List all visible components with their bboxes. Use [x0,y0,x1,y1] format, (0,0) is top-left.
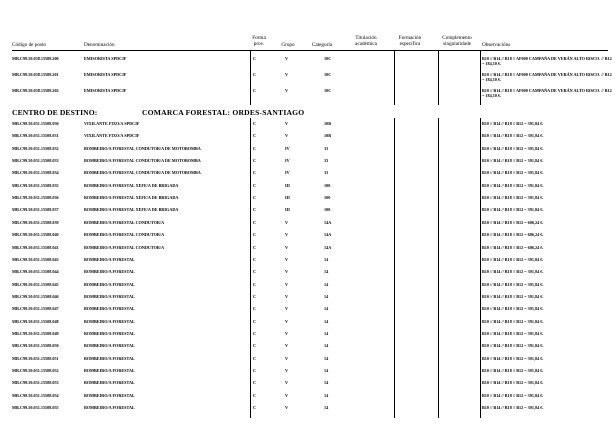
cell-denomination: BOMBEIRO/A FORESTAL CONDUTOR/A DE MOTOBOMBA [84,170,201,176]
cell-forma: C [253,318,257,324]
cell-denomination: BOMBEIRO/A FORESTAL [84,293,135,299]
cell-code: MR.C99.50.038.15508.201 [12,72,59,77]
cell-code: MR.C99.50.031.15508.049 [12,330,59,336]
cell-denomination: BOMBEIRO/A FORESTAL [84,306,135,312]
cell-categoria: 14 [324,368,329,373]
cell-observacions: B10 // B14 // B18 // B12 = 391,84 €. [482,269,544,275]
cell-code: MR.C99.50.031.15508.041 [12,244,59,250]
grid-line [480,118,481,418]
cell-observacions: B10 // B14 // B18 // B12 = 391,84 €. [482,293,544,299]
cell-denomination: BOMBEIRO/A FORESTAL [84,343,135,349]
cell-grupo: V [285,244,289,250]
cell-grupo: V [285,392,289,398]
cell-observacions: B10 // B14 // B18 // AF000 CAMPAÑA DE VERÁN ALTO RISCO. // B12 = 184,10 €. [482,72,612,82]
cell-denomination: BOMBEIRO/A FORESTAL CONDUTOR/A DE MOTOBOMBA [84,145,201,151]
header-formacion-2: específica [399,41,421,47]
cell-forma: C [253,232,257,238]
cell-grupo: V [285,355,289,361]
cell-forma: C [253,392,257,398]
cell-categoria: 14 [324,256,329,262]
comarca-label: COMARCA FORESTAL: ORDES-SANTIAGO [142,108,305,117]
header-formacion-1: Formación [398,35,422,41]
cell-denomination: BOMBEIRO/A FORESTAL [84,405,135,411]
cell-grupo: V [285,368,289,373]
cell-observacions: B10 // B14 // B18 // B12 = 606,24 €. [482,232,544,238]
grid-line [480,50,481,105]
cell-categoria: 14 [324,269,329,275]
cell-grupo: IV [285,158,290,164]
cell-denomination: BOMBEIRO/A FORESTAL [84,392,135,398]
header-divider [12,50,608,51]
cell-grupo: V [285,330,289,336]
cell-code: MR.C99.50.031.15508.053 [12,380,59,386]
cell-forma: C [253,293,257,299]
cell-code: MR.C99.50.038.15508.202 [12,88,59,93]
cell-grupo: V [285,72,289,77]
cell-observacions: B10 // B14 // B18 // B12 = 391,84 €. [482,343,544,349]
cell-forma: C [253,121,257,126]
cell-code: MR.C99.50.031.15508.050 [12,343,59,349]
cell-categoria: 100 [324,195,331,201]
cell-grupo: V [285,380,289,386]
cell-denomination: BOMBEIRO/A FORESTAL [84,269,135,275]
cell-denomination: BOMBEIRO/A FORESTAL CONDUTOR/A [84,219,165,225]
cell-grupo: V [285,269,289,275]
cell-forma: C [253,355,257,361]
cell-code: MR.C99.50.031.15508.032 [12,145,59,151]
grid-line [394,50,395,105]
cell-code: MR.C99.50.031.15508.034 [12,170,59,176]
cell-categoria: 10B [324,121,331,126]
cell-observacions: B10 // B14 // B18 // B12 = 391,84 €. [482,145,544,151]
cell-categoria: 14 [324,355,329,361]
cell-denomination: EMISORISTA SPDCIF [84,72,127,77]
cell-grupo: V [285,318,289,324]
cell-observacions: B10 // B14 // B18 // B12 = 391,84 €. [482,306,544,312]
header-categoria: Categoría [311,42,333,48]
cell-denomination: EMISORISTA SPDCIF [84,56,127,61]
cell-observacions: B10 // B14 // B18 // B12 = 391,84 €. [482,182,544,188]
cell-observacions: B10 // B14 // B18 // B12 = 391,84 €. [482,256,544,262]
header-observacions: Observacións [482,42,511,48]
cell-code: MR.C99.50.031.15508.052 [12,368,59,373]
cell-observacions: B10 // B14 // B18 // B12 = 606,24 €. [482,244,544,250]
cell-observacions: B10 // B14 // B18 // B12 = 391,84 €. [482,195,544,201]
cell-categoria: 33 [324,158,329,164]
cell-denomination: BOMBEIRO/A FORESTAL XEFE/A DE BRIGADA [84,182,179,188]
cell-categoria: 14 [324,380,329,386]
cell-code: MR.C99.50.038.15508.200 [12,56,59,61]
cell-denomination: BOMBEIRO/A FORESTAL [84,256,135,262]
cell-categoria: 100 [324,207,331,213]
header-forma: Forma [252,35,266,41]
cell-grupo: V [285,121,289,126]
cell-observacions: B10 // B14 // B18 // B12 = 391,84 €. [482,318,544,324]
cell-denomination: BOMBEIRO/A FORESTAL [84,281,135,287]
cell-denomination: BOMBEIRO/A FORESTAL [84,330,135,336]
cell-denomination: BOMBEIRO/A FORESTAL CONDUTOR/A DE MOTOBOMBA [84,158,201,164]
cell-forma: C [253,219,257,225]
cell-denomination: BOMBEIRO/A FORESTAL CONDUTOR/A [84,232,165,238]
cell-grupo: V [285,343,289,349]
cell-code: MR.C99.50.031.15508.040 [12,232,59,238]
cell-observacions: B10 // B14 // B18 // B12 = 391,84 €. [482,281,544,287]
cell-grupo: V [285,219,289,225]
cell-forma: C [253,207,257,213]
cell-forma: C [253,256,257,262]
cell-grupo: IV [285,170,290,176]
cell-forma: C [253,133,257,139]
cell-grupo: V [285,88,289,93]
cell-denomination: BOMBEIRO/A FORESTAL [84,355,135,361]
cell-code: MR.C99.50.031.15508.035 [12,182,59,188]
centro-destino-label: CENTRO DE DESTINO: [12,108,98,117]
cell-categoria: 14 [324,293,329,299]
cell-code: MR.C99.50.031.15508.043 [12,256,59,262]
cell-forma: C [253,88,257,93]
cell-categoria: 33 [324,170,329,176]
grid-line [250,118,251,418]
cell-denomination: BOMBEIRO/A FORESTAL [84,380,135,386]
cell-forma: C [253,145,257,151]
cell-forma: C [253,182,257,188]
grid-line [438,118,439,418]
cell-forma: C [253,72,257,77]
cell-forma: C [253,170,257,176]
header-titulacion-1: Titulación [355,35,377,41]
header-codigo: Código de posto [12,42,47,48]
cell-grupo: V [285,281,289,287]
cell-grupo: IV [285,145,290,151]
cell-forma: C [253,56,257,61]
header-grupo: Grupo [281,42,295,48]
cell-forma: C [253,343,257,349]
cell-forma: C [253,368,257,373]
cell-denomination: VIXILANTE FIXO/A SPDCIF [84,121,140,126]
cell-denomination: BOMBEIRO/A FORESTAL XEFE/A DE BRIGADA [84,207,179,213]
cell-denomination: BOMBEIRO/A FORESTAL XEFE/A DE BRIGADA [84,195,179,201]
cell-code: MR.C99.50.031.15508.046 [12,293,59,299]
cell-forma: C [253,306,257,312]
cell-categoria: 14A [324,244,332,250]
cell-categoria: 10B [324,133,331,139]
cell-forma: C [253,195,257,201]
cell-observacions: B10 // B14 // B18 // B12 = 606,24 €. [482,219,544,225]
cell-categoria: 100 [324,182,331,188]
cell-grupo: V [285,405,289,411]
cell-code: MR.C99.50.031.15508.054 [12,392,59,398]
cell-code: MR.C99.50.031.15508.037 [12,207,59,213]
cell-categoria: 10C [324,72,332,77]
cell-forma: C [253,269,257,275]
header-prov: prov. [253,41,265,47]
cell-forma: C [253,330,257,336]
cell-grupo: V [285,133,289,139]
cell-code: MR.C99.50.031.15508.030 [12,121,59,126]
cell-observacions: B10 // B14 // B18 // B12 = 391,84 €. [482,330,544,336]
cell-code: MR.C99.50.031.15508.055 [12,405,59,411]
cell-categoria: 14 [324,330,329,336]
header-complemento-1: Complemento [442,35,472,41]
grid-line [394,118,395,418]
cell-forma: C [253,158,257,164]
cell-denomination: EMISORISTA SPDCIF [84,88,127,93]
cell-code: MR.C99.50.031.15508.031 [12,133,59,139]
header-titulacion-2: académica [355,41,377,47]
cell-observacions: B10 // B14 // B18 // B12 = 391,84 €. [482,392,544,398]
cell-code: MR.C99.50.031.15508.039 [12,219,59,225]
cell-denomination: BOMBEIRO/A FORESTAL CONDUTOR/A [84,244,165,250]
cell-observacions: B10 // B14 // B18 // B12 = 391,84 €. [482,121,544,126]
cell-observacions: B10 // B14 // B18 // AF000 CAMPAÑA DE VERÁN ALTO RISCO. // B12 = 184,10 €. [482,88,612,98]
cell-forma: C [253,405,257,411]
cell-categoria: 14 [324,405,329,411]
cell-observacions: B10 // B14 // B18 // B12 = 391,84 €. [482,355,544,361]
cell-observacions: B10 // B14 // B18 // B12 = 391,84 €. [482,158,544,164]
cell-code: MR.C99.50.031.15508.051 [12,355,59,361]
cell-code: MR.C99.50.031.15508.033 [12,158,59,164]
header-complemento-2: singularidade [443,41,471,47]
cell-observacions: B10 // B14 // B18 // B12 = 391,84 €. [482,170,544,176]
cell-code: MR.C99.50.031.15508.036 [12,195,59,201]
cell-grupo: V [285,56,289,61]
cell-grupo: III [285,207,290,213]
cell-categoria: 14A [324,219,332,225]
cell-observacions: B10 // B14 // B18 // B12 = 391,84 €. [482,133,544,139]
cell-grupo: III [285,182,290,188]
cell-code: MR.C99.50.031.15508.047 [12,306,59,312]
grid-line [250,50,251,105]
cell-grupo: V [285,256,289,262]
header-denominacion: Denominación [84,42,115,48]
cell-observacions: B10 // B14 // B18 // B12 = 391,84 €. [482,405,544,411]
cell-categoria: 14A [324,232,332,238]
cell-forma: C [253,380,257,386]
cell-grupo: V [285,232,289,238]
cell-categoria: 10C [324,56,332,61]
cell-denomination: BOMBEIRO/A FORESTAL [84,318,135,324]
cell-categoria: 14 [324,392,329,398]
cell-grupo: V [285,293,289,299]
cell-grupo: V [285,306,289,312]
cell-observacions: B10 // B14 // B18 // B12 = 391,84 €. [482,368,544,373]
cell-code: MR.C99.50.031.15508.044 [12,269,59,275]
cell-categoria: 14 [324,281,329,287]
cell-observacions: B10 // B14 // B18 // AF000 CAMPAÑA DE VERÁN ALTO RISCO. // B12 = 184,10 €. [482,56,612,66]
cell-denomination: BOMBEIRO/A FORESTAL [84,368,135,373]
cell-observacions: B10 // B14 // B18 // B12 = 391,84 €. [482,207,544,213]
cell-categoria: 10C [324,88,332,93]
cell-forma: C [253,281,257,287]
cell-categoria: 14 [324,318,329,324]
grid-line [438,50,439,105]
cell-observacions: B10 // B14 // B18 // B12 = 391,84 €. [482,380,544,386]
cell-forma: C [253,244,257,250]
cell-code: MR.C99.50.031.15508.045 [12,281,59,287]
cell-categoria: 14 [324,343,329,349]
cell-grupo: III [285,195,290,201]
cell-denomination: VIXILANTE FIXO/A SPDCIF [84,133,140,139]
cell-categoria: 33 [324,145,329,151]
cell-code: MR.C99.50.031.15508.048 [12,318,59,324]
cell-categoria: 14 [324,306,329,312]
